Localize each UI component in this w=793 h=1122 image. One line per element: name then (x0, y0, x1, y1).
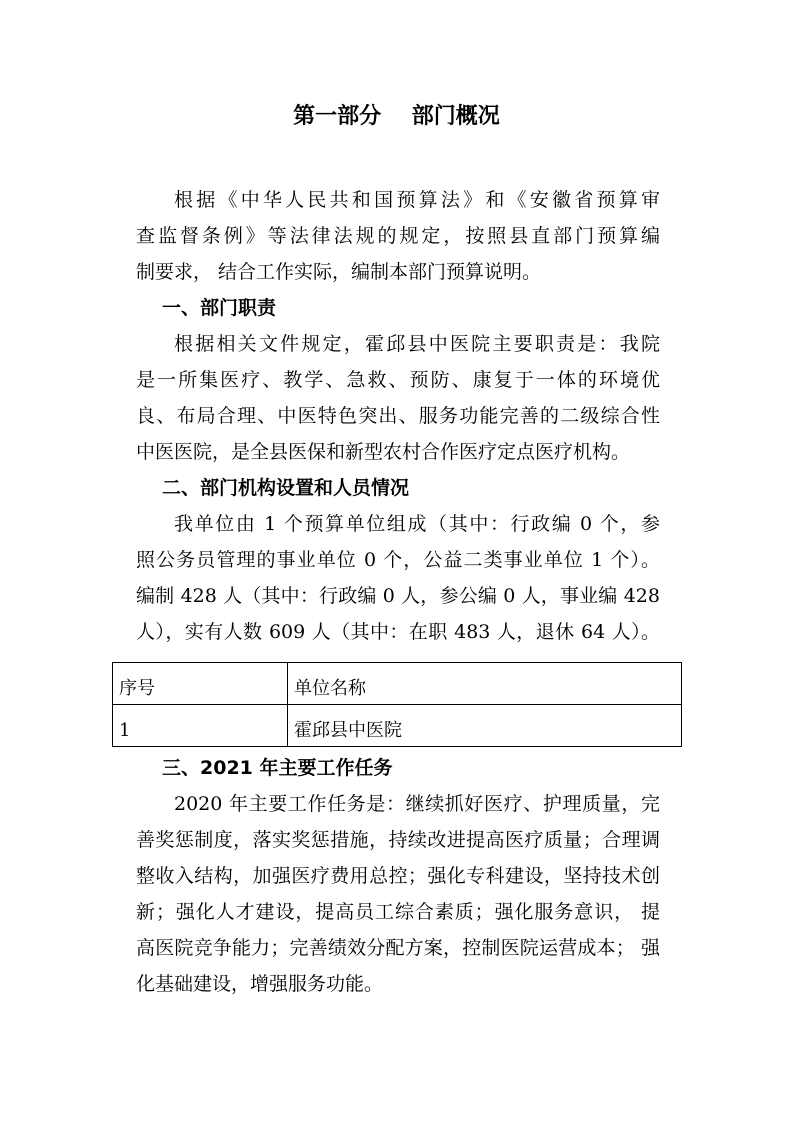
page-title: 第一部分 部门概况 (293, 104, 500, 129)
table-header-cell: 单位名称 (288, 663, 682, 705)
table-cell: 霍邱县中医院 (288, 705, 682, 747)
table-cell: 1 (113, 705, 288, 747)
organization-line: 照公务员管理的事业单位 0 个，公益二类事业单位 1 个）。 (136, 549, 660, 571)
table-header-cell: 序号 (113, 663, 288, 705)
intro-line: 查监督条例》等法律法规的规定，按照县直部门预算编 (136, 225, 660, 247)
table-row (113, 705, 682, 747)
intro-line: 根据《中华人民共和国预算法》和《安徽省预算审 (174, 189, 660, 211)
section-heading-organization: 二、部门机构设置和人员情况 (162, 477, 410, 499)
tasks-line: 化基础建设，增强服务功能。 (136, 973, 384, 995)
tasks-line: 2020 年主要工作任务是：继续抓好医疗、护理质量，完 (174, 793, 660, 815)
tasks-line: 高医院竞争能力；完善绩效分配方案，控制医院运营成本； 强 (136, 937, 660, 959)
section-heading-tasks: 三、2021 年主要工作任务 (162, 757, 393, 779)
section-heading-duties: 一、部门职责 (162, 297, 277, 319)
budget-unit-table (112, 662, 682, 747)
duties-line: 根据相关文件规定，霍邱县中医院主要职责是：我院 (174, 333, 660, 355)
intro-line: 制要求， 结合工作实际，编制本部门预算说明。 (136, 261, 542, 283)
organization-line: 人），实有人数 609 人（其中：在职 483 人，退休 64 人）。 (136, 621, 660, 643)
duties-line: 良、布局合理、中医特色突出、服务功能完善的二级综合性 (136, 405, 660, 427)
tasks-line: 整收入结构，加强医疗费用总控；强化专科建设，坚持技术创 (136, 865, 660, 887)
tasks-line: 新；强化人才建设，提高员工综合素质；强化服务意识， 提 (136, 901, 660, 923)
table-header-row (113, 663, 682, 705)
duties-line: 中医医院，是全县医保和新型农村合作医疗定点医疗机构。 (136, 441, 631, 463)
tasks-line: 善奖惩制度，落实奖惩措施，持续改进提高医疗质量；合理调 (136, 829, 660, 851)
organization-line: 我单位由 1 个预算单位组成（其中：行政编 0 个，参 (174, 513, 660, 535)
duties-line: 是一所集医疗、教学、急救、预防、康复于一体的环境优 (136, 369, 660, 391)
organization-line: 编制 428 人（其中：行政编 0 人，参公编 0 人，事业编 428 (136, 585, 660, 607)
